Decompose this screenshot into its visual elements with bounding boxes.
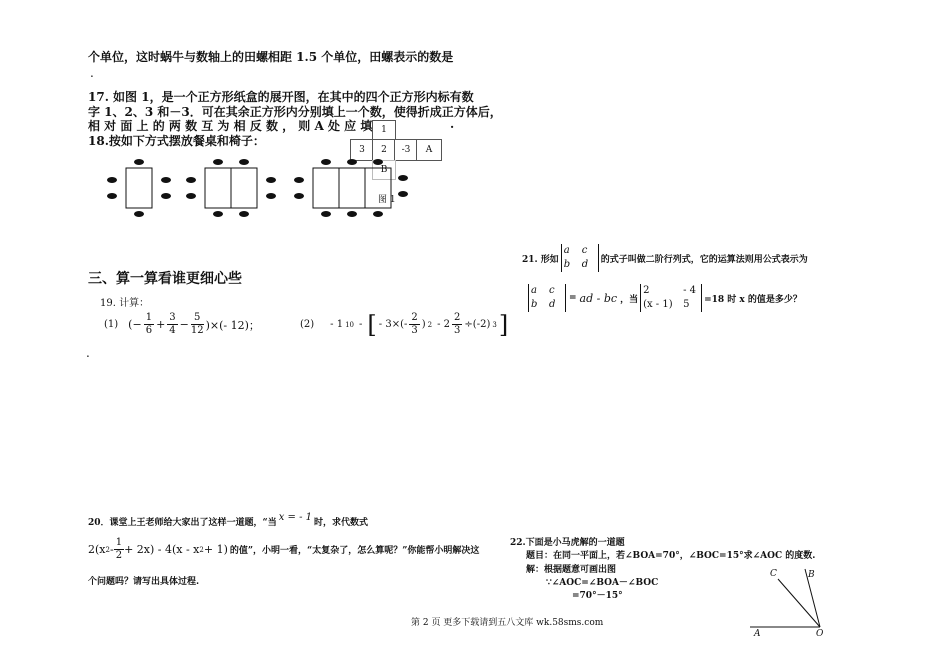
q20-expr: 2(x [88, 543, 106, 556]
net-cell-b: B [372, 160, 396, 180]
chair [347, 211, 357, 217]
chair [161, 193, 171, 199]
q19-p1-index: (1) [104, 319, 119, 330]
chair [161, 177, 171, 183]
minus-sign: - [359, 319, 363, 330]
q19-dot: . [86, 346, 90, 360]
net-cell-neg3: -3 [394, 139, 418, 161]
q19-p1-open: (− [128, 318, 142, 331]
table-3b [339, 168, 365, 208]
q16-tail-line: 个单位，这时蜗牛与数轴上的田螺相距 1.5 个单位，田螺表示的数是 [88, 50, 454, 64]
fraction: $\frac{1}{2}$ [115, 537, 123, 561]
chair [134, 159, 144, 165]
q22-solution: 解：根据题意可画出图 [526, 565, 617, 575]
net-cell-1: 1 [372, 120, 396, 140]
q21-text: ，当 [620, 294, 639, 305]
chair [239, 211, 249, 217]
net-cell-2: 2 [372, 139, 396, 161]
determinant: a c b d [528, 284, 566, 312]
exponent: 2 [105, 545, 110, 554]
q16-tail-dot: . [90, 66, 94, 80]
chair [134, 211, 144, 217]
fraction: $\frac{2}{3}$ [411, 312, 418, 336]
exponent: 10 [345, 320, 355, 329]
q19-p2-term: - 3×(- [378, 319, 408, 330]
q19-p1-close: )×(- 12)； [205, 318, 260, 332]
table-1 [126, 168, 152, 208]
chair [321, 159, 331, 165]
exponent: 2 [199, 545, 204, 554]
fraction: $\frac{5}{12}$ [190, 312, 204, 336]
angle-figure [748, 565, 838, 645]
chair [213, 211, 223, 217]
chair [186, 177, 196, 183]
page-footer: 第 2 页 更多下载请到五八文库 wk.58sms.com [411, 618, 604, 628]
fraction: $\frac{2}{3}$ [454, 312, 461, 336]
q20-line2 [88, 537, 479, 562]
net-cell-3: 3 [350, 139, 374, 161]
q22-title: 22.下面是小马虎解的一道题 [510, 538, 625, 548]
q22-problem: 题目：在同一平面上，若∠BOA=70°，∠BOC=15°求∠AOC 的度数. [526, 551, 816, 561]
q19-label: 19. 计算： [100, 298, 150, 309]
q18-text: 18.按如下方式摆放餐桌和椅子： [88, 134, 265, 148]
q20-expr: - [109, 543, 114, 556]
q20-expr: + 1) [203, 543, 228, 556]
q22-step2: =70°－15° [572, 591, 623, 601]
plus-sign: + [156, 318, 166, 331]
q21-formula: ad - bc [579, 291, 618, 305]
q19-p2-index: (2) [300, 319, 315, 330]
chair [294, 177, 304, 183]
table-2b [231, 168, 257, 208]
chair [266, 177, 276, 183]
q20-text: 时，求代数式 [314, 518, 369, 528]
chair [107, 177, 117, 183]
q19-part1 [104, 312, 260, 337]
q20-text: 20．课堂上王老师给大家出了这样一道题，“当 [88, 518, 277, 528]
determinant: a c b d [561, 244, 599, 272]
chair [266, 193, 276, 199]
label-o: O [816, 629, 824, 639]
label-c: C [770, 569, 777, 579]
label-b: B [808, 570, 815, 580]
left-bracket: [ [367, 310, 377, 339]
chair [347, 159, 357, 165]
chair [213, 159, 223, 165]
chair [186, 193, 196, 199]
exponent: 2 [427, 320, 433, 329]
chair [398, 191, 408, 197]
q19-p2-term: ÷(-2) [464, 319, 491, 330]
chair [321, 211, 331, 217]
q20-text: 的值”，小明一看，“太复杂了，怎么算呢？”你能帮小明解决这 [229, 546, 480, 556]
q17-line2: 字 1、2、3 和－3．可在其余正方形内分别填上一个数，使得折成正方体后， [88, 105, 502, 119]
chair [373, 159, 383, 165]
q17-line1: 17. 如图 1，是一个正方形纸盒的展开图，在其中的四个正方形内标有数 [88, 90, 474, 104]
q20-line3: 个问题吗？请写出具体过程. [88, 577, 200, 587]
q21-text: =18 时 x 的值是多少？ [704, 294, 802, 305]
chair [373, 211, 383, 217]
fraction: $\frac{1}{6}$ [145, 312, 153, 336]
q19-p2-lead: - 1 [330, 319, 344, 330]
q19-part2 [300, 312, 508, 337]
table-2a [205, 168, 231, 208]
tables-chairs-figure [100, 150, 420, 222]
q17-end: . [450, 117, 455, 131]
equals-sign: = [569, 293, 577, 303]
q19-p2-term: - 2 [437, 319, 451, 330]
fraction: $\frac{3}{4}$ [169, 312, 176, 336]
q21-line2 [528, 284, 802, 312]
q21-line1 [522, 244, 808, 272]
q21-text: 的式子叫做二阶行列式，它的运算法则用公式表示为 [600, 254, 808, 265]
q17-line3: 相 对 面 上 的 两 数 互 为 相 反 数 ， 则 A 处 应 填 [88, 119, 373, 133]
chair [107, 193, 117, 199]
q22-step1: ∵∠AOC=∠BOA－∠BOC [546, 578, 659, 588]
q21-text: 21. 形如 [522, 254, 559, 265]
chair [294, 193, 304, 199]
q19-p2-term: ) [421, 319, 426, 330]
q20-line1 [88, 512, 369, 528]
exponent: 3 [492, 320, 497, 329]
figure-caption: 图 1 [378, 195, 396, 205]
table-3a [313, 168, 339, 208]
chair [398, 175, 408, 181]
q20-condition: x = - 1 [278, 512, 312, 523]
q20-expr: + 2x) - 4(x - x [124, 543, 200, 556]
section-3-title: 三、算一算看谁更细心些 [88, 271, 242, 287]
minus-sign: − [179, 318, 189, 331]
chair [239, 159, 249, 165]
net-cell-a: A [416, 139, 442, 161]
label-a: A [754, 629, 761, 639]
determinant-numeric: 2 - 4 (x - 1) 5 [640, 284, 702, 312]
right-bracket: ] [498, 310, 509, 339]
table-3c [365, 168, 391, 208]
